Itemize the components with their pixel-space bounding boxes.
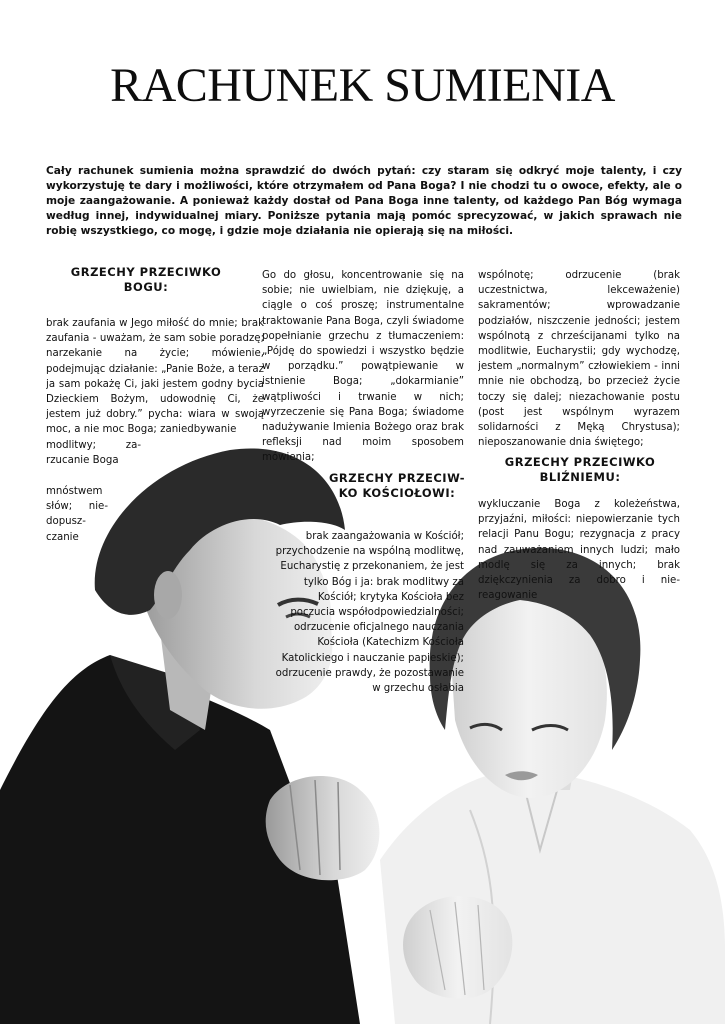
section-heading-god: GRZECHY PRZECIWKO BOGU: xyxy=(70,265,222,294)
section-text-church-cont: wspólnotę; odrzucenie (brak uczestnictwa, lekceważenie) sakramentów; wprowadzanie podziałów, niszczenie jedności; jestem wspólnotą z chrześcijanami tylko na modlitwie, Eucharystii; gdy wychodzę, jestem „normalnym” człowiekiem - inni mnie nie obchodzą, bo przecież życie toczy się dalej; niezachowanie postu (post jest wspólnym wyrazem solidarności z Męką Chrystusa); nieposzanowanie dnia świętego; xyxy=(478,270,680,448)
section-text-neighbour: wykluczanie Boga z koleżeństwa, przyjaźni, miłości: niepowierzanie tych relacji Panu Bogu; rezygnacja z pracy nad zauważaniem innych ludzi; mało modlę się za innych; brak dziękczynienia za dobro i nie-reagowanie xyxy=(478,499,680,602)
section-text-god-c: mnóstwem słów; nie-dopusz-czanie xyxy=(46,486,108,543)
section-text-god-b: modlitwy; za-rzucanie Boga xyxy=(46,440,141,467)
section-text-church: brak zaangażowania w Kościół; przychodzenie na wspólną modlitwę, Eucharystię z przekonaniem, że jest tylko Bóg i ja: brak modlitwy za Kościół; krytyka Kościoła bez poczucia współodpowiedzialności; odrzucenie oficjalnego nauczania Kościoła (Katechizm Kościoła Katolickiego i nauczanie papieskie); odrzucenie prawdy, że pozostawanie w grzechu osłabia xyxy=(275,531,464,695)
page-title: RACHUNEK SUMIENIA xyxy=(110,59,615,112)
section-text-god: brak zaufania w Jego miłość do mnie; brak zaufania - uważam, że sam sobie poradzę; narzekanie na życie; mówienie, podejmując działanie: „Panie Boże, a teraz ja sam pokażę Ci, jaki jestem godny bycia Dzieckiem Bożym, udowodnię Ci, że jestem już dobry.” pycha: wiara w swoją moc, a nie moc Boga; zaniedbywanie xyxy=(46,318,264,436)
section-heading-church: GRZECHY PRZECIW-KO KOŚCIOŁOWI: xyxy=(328,471,466,500)
section-heading-neighbour: GRZECHY PRZECIWKO BLIŹNIEMU: xyxy=(504,455,656,484)
section-text-god-d: Go do głosu, koncentrowanie się na sobie; nie uwielbiam, nie dziękuję, a ciągle o coś proszę; instrumentalne traktowanie Pana Boga, czyli świadome popełnianie grzechu z tłumaczeniem: „Pójdę do spowiedzi i wszystko będzie w porządku.” powątpiewanie w istnienie Boga; „dokarmianie” wątpliwości i trwanie w nich; wyrzeczenie się Pana Boga; świadome nadużywanie Imienia Bożego oraz brak refleksji nad moim sposobem mówienia; xyxy=(262,270,464,464)
intro-paragraph: Cały rachunek sumienia można sprawdzić do dwóch pytań: czy staram się odkryć moje talenty, i czy wykorzystuję te dary i możliwości, które otrzymałem od Pana Boga? I nie chodzi tu o owoce, efekty, ale o moje zaangażowanie. A ponieważ każdy dostał od Pana Boga inne talenty, od każdego Pan Bóg wymaga według innej, indywidualnej miary. Poniższe pytania mają pomóc sprecyzować, w jakich sprawach nie robię wszystkiego, co mogę, i gdzie moje działania nie opierają się na miłości. xyxy=(46,165,682,237)
